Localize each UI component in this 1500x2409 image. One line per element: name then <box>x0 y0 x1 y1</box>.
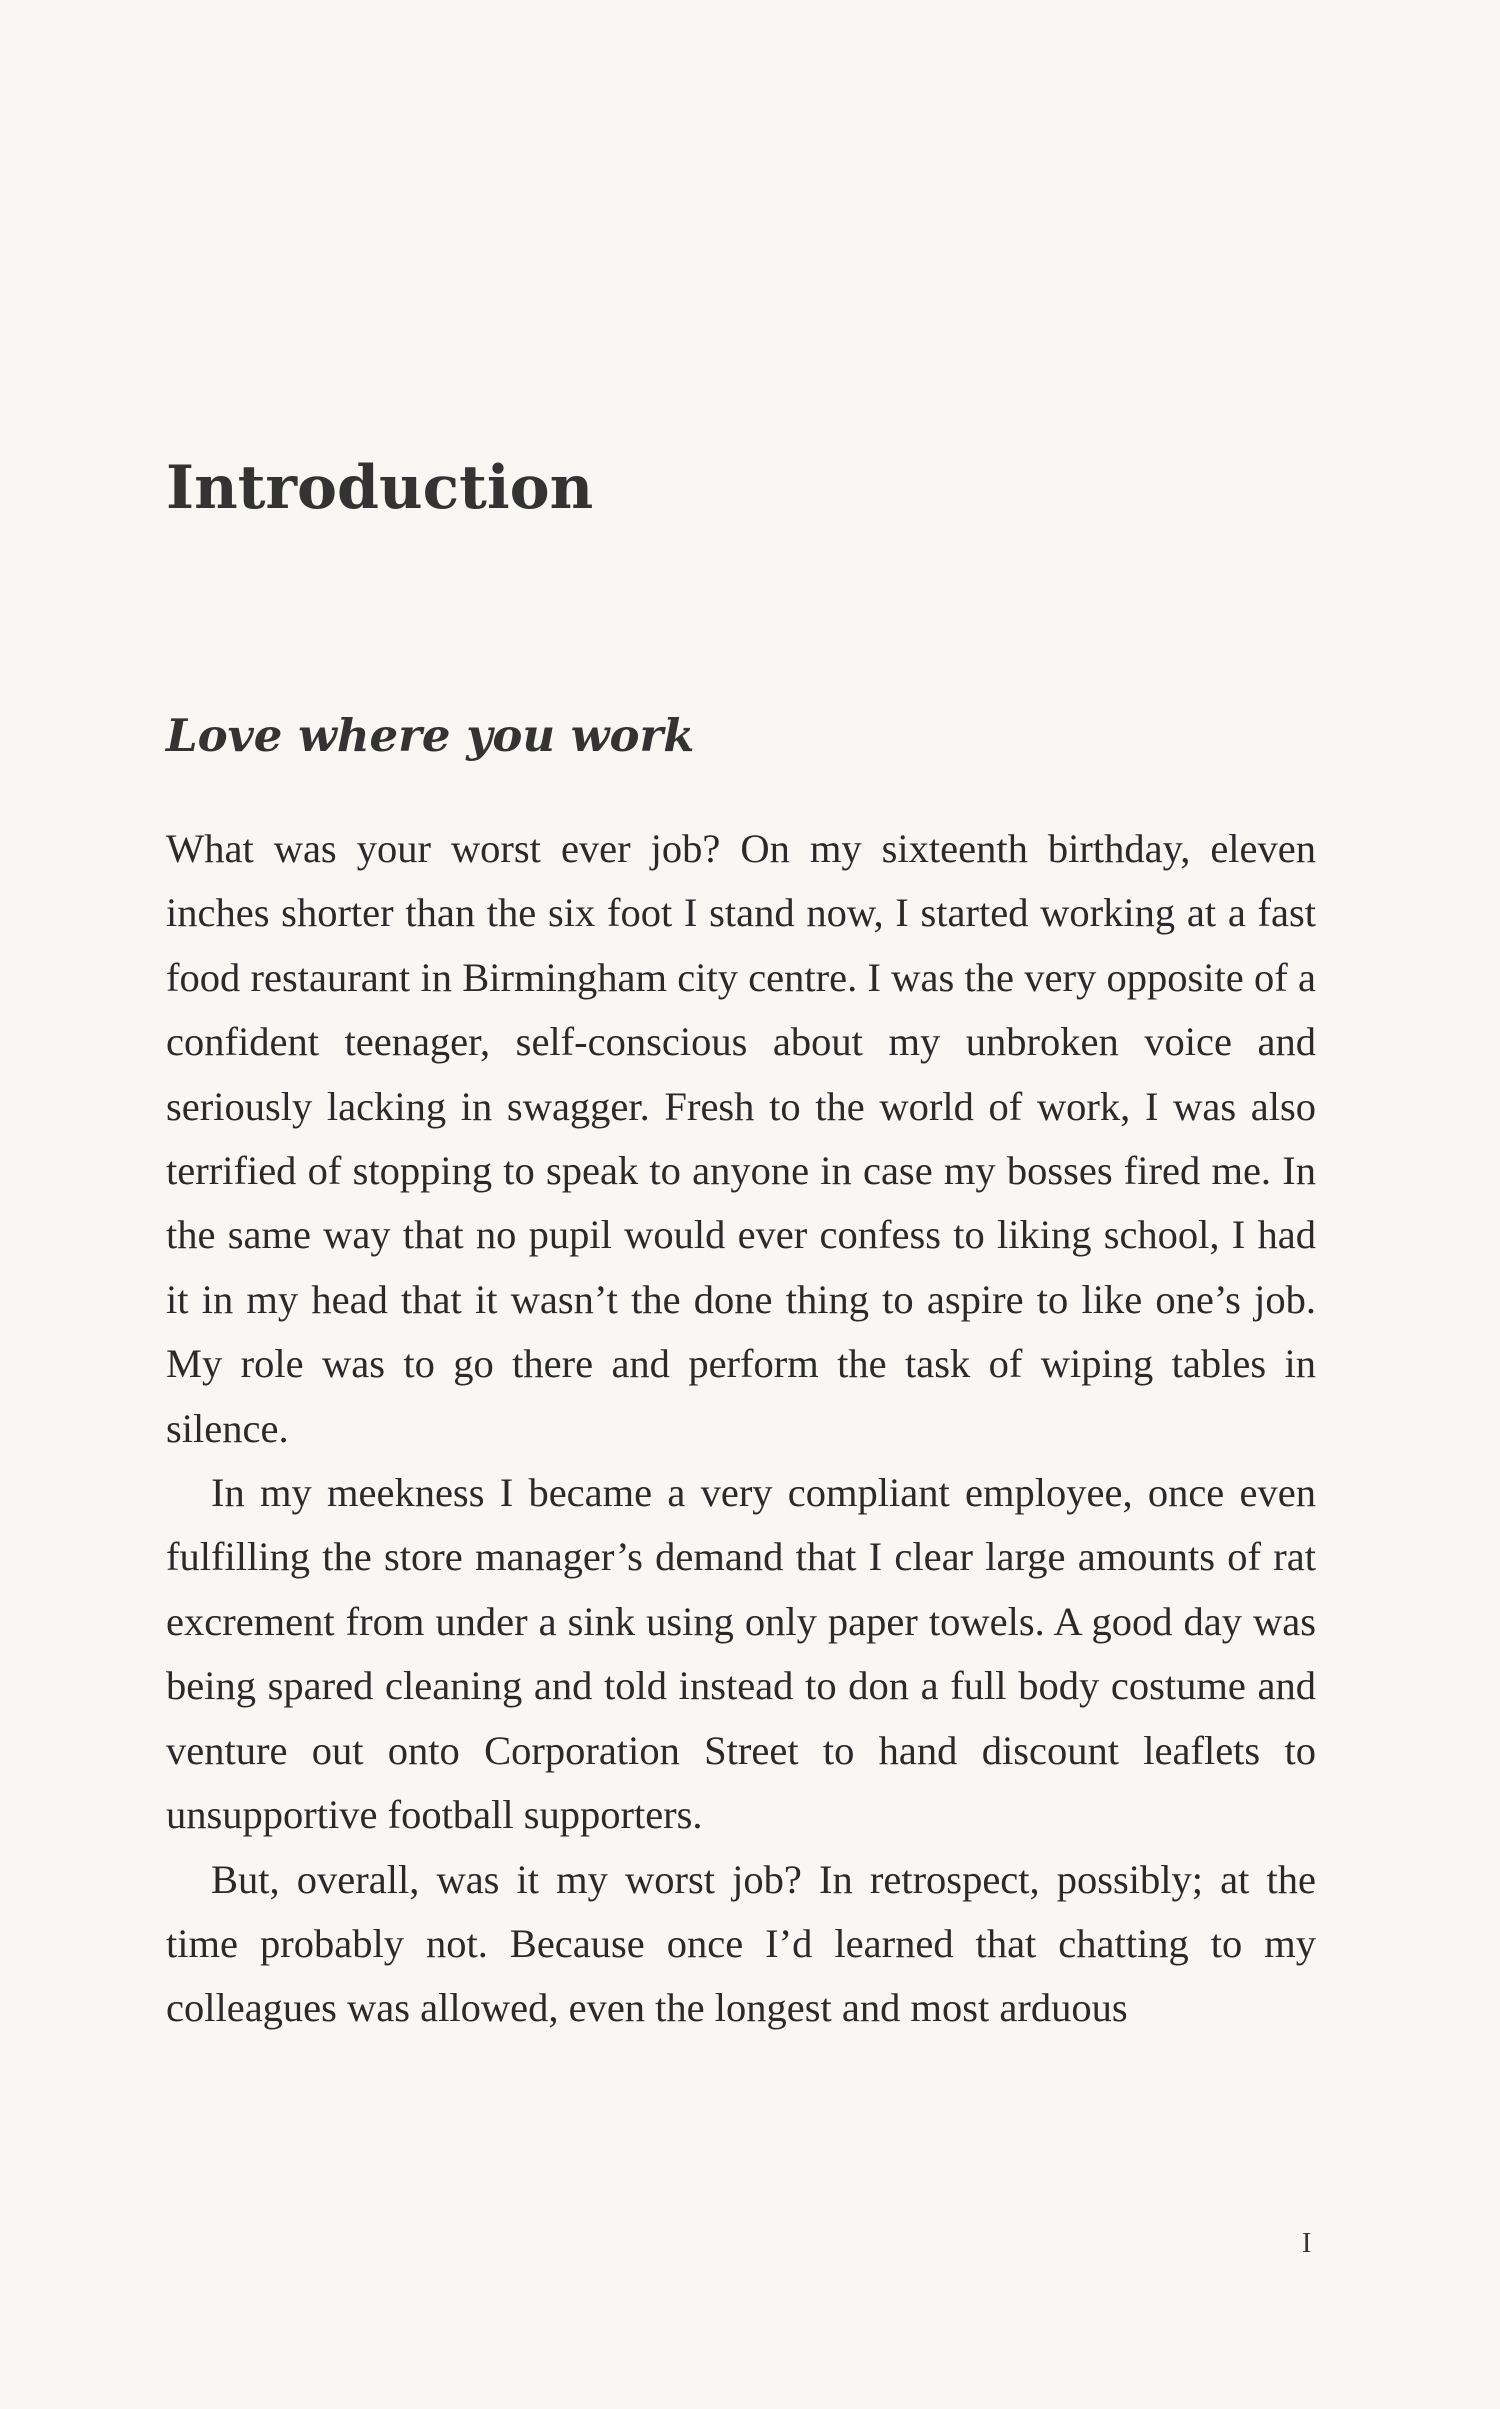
body-text <box>166 817 1316 2041</box>
chapter-title: Introduction <box>166 453 594 523</box>
page-number: I <box>1302 2228 1313 2259</box>
paragraph-3: But, overall, was it my worst job? In retrospect, possibly; at the time probably not. Because once I’d learned that chatting to my colleagues was allowed, even the longest and most arduous <box>166 1856 1316 2031</box>
section-heading: Love where you work <box>166 709 695 762</box>
paragraph-1: What was your worst ever job? On my sixteenth birthday, eleven inches shorter than the six foot I stand now, I started working at a fast food restaurant in Birmingham city centre. I was the very opposite of a confident teenager, self-conscious about my unbroken voice and seriously lacking in swagger. Fresh to the world of work, I was also terrified of stopping to speak to anyone in case my bosses fired me. In the same way that no pupil would ever confess to liking school, I had it in my head that it wasn’t the done thing to aspire to like one’s job. My role was to go there and perform the task of wiping tables in silence. <box>166 826 1316 1451</box>
paragraph-2: In my meekness I became a very compliant employee, once even fulfilling the store manager’s demand that I clear large amounts of rat excrement from under a sink using only paper towels. A good day was being spared cleaning and told instead to don a full body costume and venture out onto Corporation Street to hand discount leaflets to unsupportive football supporters. <box>166 1470 1316 1838</box>
